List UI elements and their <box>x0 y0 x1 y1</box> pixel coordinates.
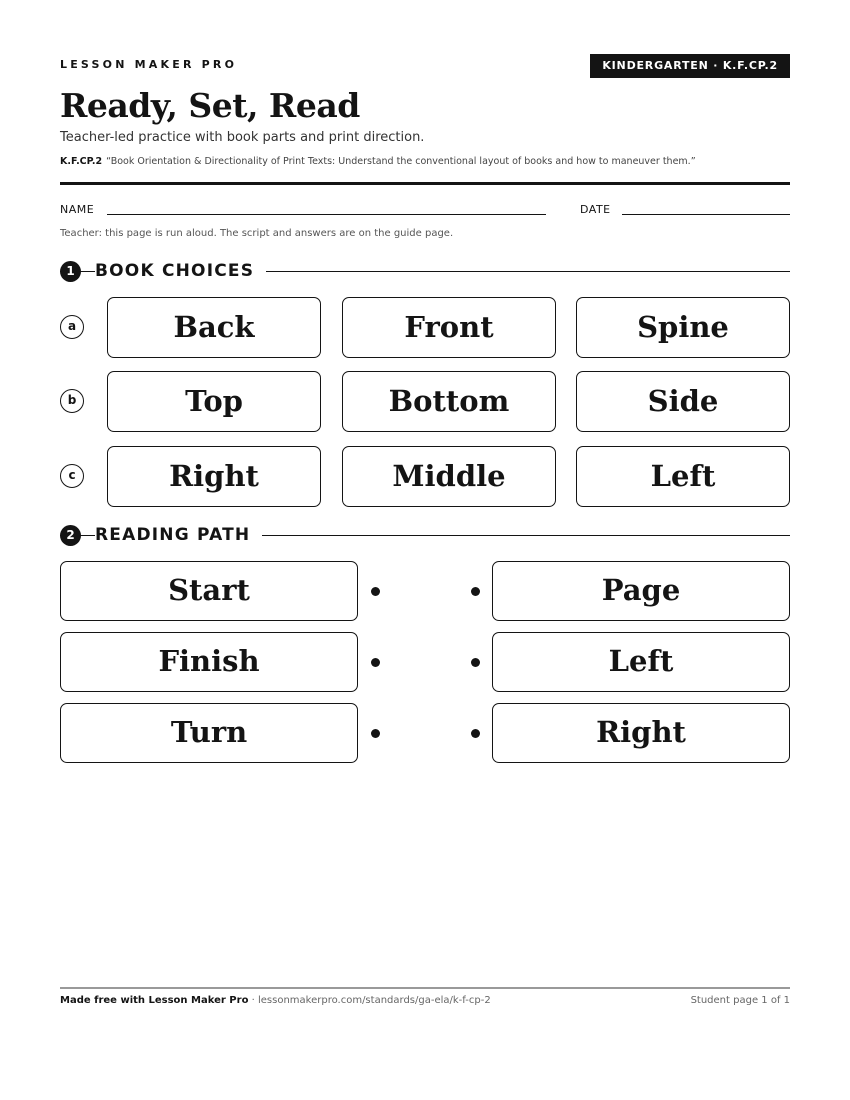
name-label: NAME <box>60 203 95 216</box>
match-right-left[interactable]: Left <box>492 632 790 692</box>
match-dot-right-2[interactable] <box>471 658 480 667</box>
section-book-choices-header <box>60 260 790 282</box>
choice-back[interactable]: Back <box>107 297 321 358</box>
choice-spine[interactable]: Spine <box>576 297 790 358</box>
section-title: BOOK CHOICES <box>95 260 266 282</box>
match-left-finish[interactable]: Finish <box>60 632 358 692</box>
date-field[interactable] <box>622 214 790 215</box>
date-label: DATE <box>580 203 611 216</box>
row-letter-a: a <box>60 315 84 339</box>
choice-front[interactable]: Front <box>342 297 556 358</box>
section-reading-path-header <box>60 524 790 546</box>
choice-middle[interactable]: Middle <box>342 446 556 507</box>
match-left-start[interactable]: Start <box>60 561 358 621</box>
worksheet-title: Ready, Set, Read <box>60 86 360 125</box>
match-dot-right-1[interactable] <box>471 587 480 596</box>
match-right-right[interactable]: Right <box>492 703 790 763</box>
match-dot-left-3[interactable] <box>371 729 380 738</box>
section-number-badge: 1 <box>60 261 81 282</box>
match-dot-left-1[interactable] <box>371 587 380 596</box>
footer-page-number: Student page 1 of 1 <box>690 995 790 1006</box>
name-date-row <box>60 203 790 219</box>
standard-code: K.F.CP.2 <box>60 156 103 167</box>
choice-side[interactable]: Side <box>576 371 790 432</box>
brand-name: LESSON MAKER PRO <box>60 58 238 71</box>
choice-left[interactable]: Left <box>576 446 790 507</box>
match-dot-right-3[interactable] <box>471 729 480 738</box>
standard-description <box>60 156 696 167</box>
teacher-note: Teacher: this page is run aloud. The script and answers are on the guide page. <box>60 228 454 239</box>
footer-credit <box>60 995 491 1006</box>
footer-url[interactable]: · lessonmakerpro.com/standards/ga-ela/k-f-cp-2 <box>248 995 491 1006</box>
standard-text: “Book Orientation & Directionality of Print Texts: Understand the conventional layout of books and how to maneuver them.” <box>106 156 696 167</box>
row-letter-c: c <box>60 464 84 488</box>
row-letter-b: b <box>60 389 84 413</box>
match-left-turn[interactable]: Turn <box>60 703 358 763</box>
section-number-badge: 2 <box>60 525 81 546</box>
name-field[interactable] <box>107 214 546 215</box>
grade-standard-badge: KINDERGARTEN · K.F.CP.2 <box>590 54 790 78</box>
section-title: READING PATH <box>95 524 262 546</box>
choice-top[interactable]: Top <box>107 371 321 432</box>
match-dot-left-2[interactable] <box>371 658 380 667</box>
choice-bottom[interactable]: Bottom <box>342 371 556 432</box>
match-right-page[interactable]: Page <box>492 561 790 621</box>
header-divider <box>60 182 790 185</box>
footer-divider <box>60 987 790 989</box>
worksheet-page <box>60 0 790 1100</box>
footer-made-with: Made free with Lesson Maker Pro <box>60 995 249 1006</box>
worksheet-subtitle: Teacher-led practice with book parts and print direction. <box>60 130 425 145</box>
choice-right[interactable]: Right <box>107 446 321 507</box>
